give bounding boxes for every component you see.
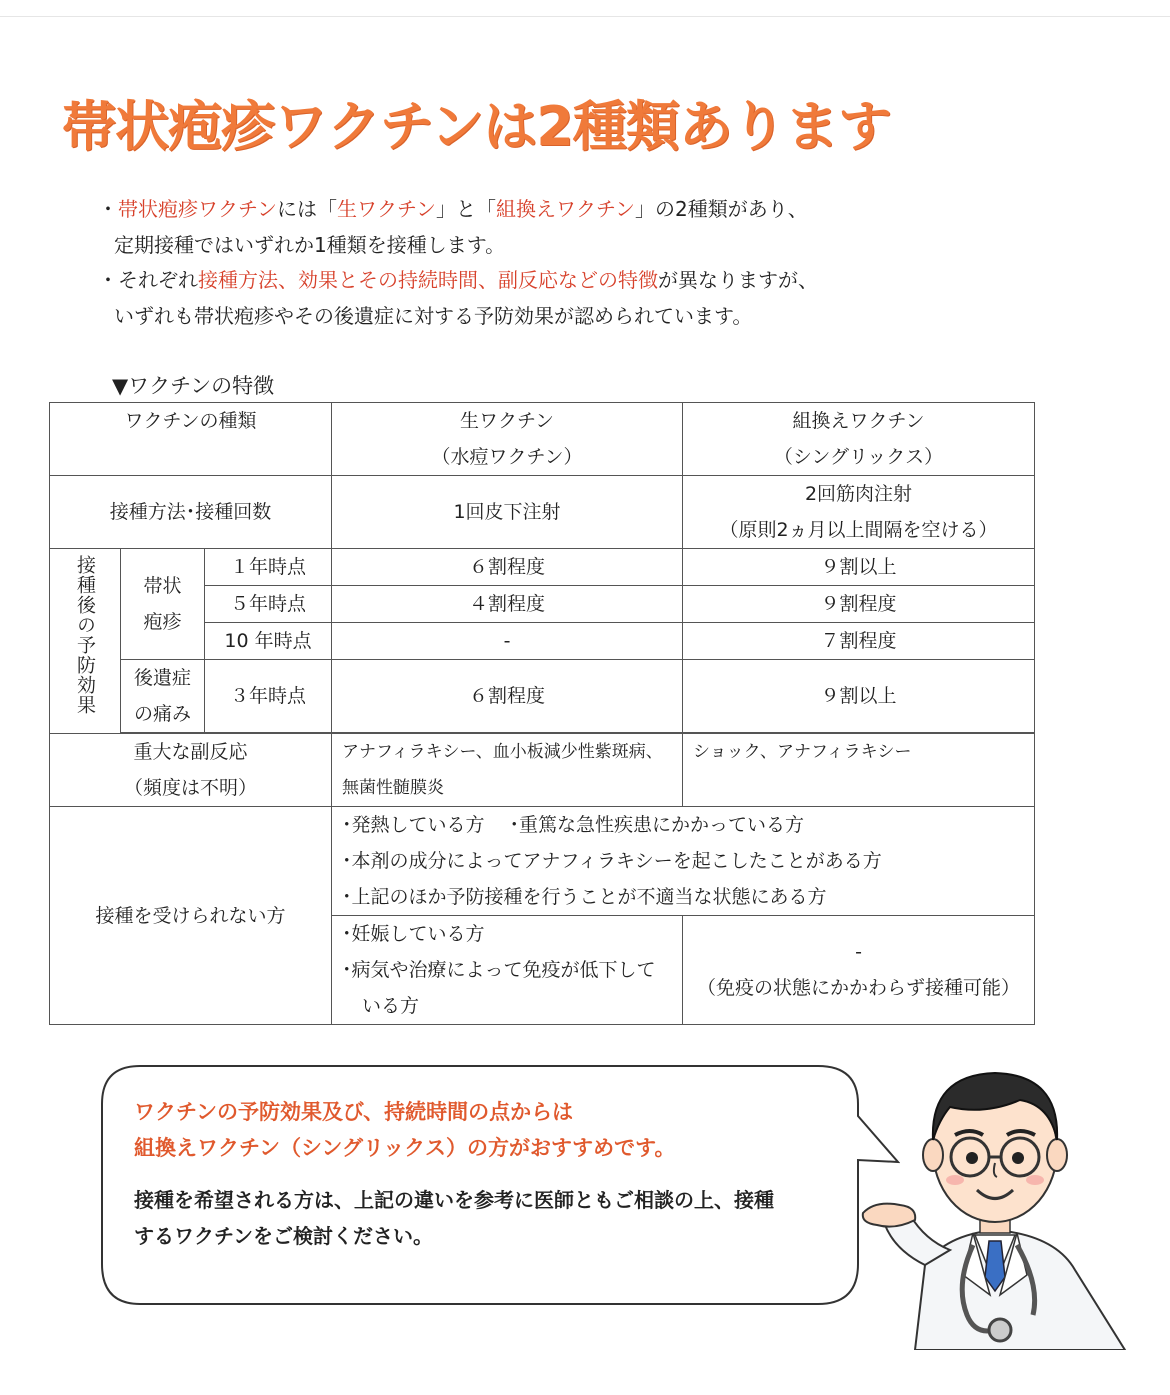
recombinant-value: ９割程度 [683,586,1035,623]
intro-text [98,192,818,334]
top-divider [0,16,1170,17]
page-title: 帯状疱疹ワクチンは2種類あります [62,95,891,158]
recommendation-line-1: ワクチンの予防効果及び、持続時間の点からは [134,1100,574,1124]
table-row [50,549,1035,586]
method-recombinant: 2回筋肉注射 （原則2ヵ月以上間隔を空ける） [683,476,1035,549]
intro-line-2: 定期接種ではいずれか1種類を接種します。 [114,232,506,257]
recommendation-line-2: 組換えワクチン（シングリックス）の方がおすすめです。 [134,1136,676,1160]
doctor-icon [855,1045,1135,1350]
recombinant-value: ７割程度 [683,623,1035,660]
bubble-text [134,1094,774,1254]
table-row [50,660,1035,733]
time-cell: ３年時点 [205,660,332,733]
method-live: 1回皮下注射 [332,476,683,549]
shingles-label-cell: 帯状 疱疹 [121,549,205,660]
recombinant-value: ９割以上 [683,660,1035,733]
time-cell: 10 年時点 [205,623,332,660]
pain-label-cell: 後遺症 の痛み [121,660,205,733]
vaccine-type-label: ワクチンの種類 [50,403,332,476]
table-header-row [50,403,1035,476]
effect-label: 接種後の予防効果 [74,555,96,715]
ineligible-row [50,807,1035,916]
effect-label-cell [50,549,121,734]
adverse-live: アナフィラキシー、血小板減少性紫斑病、 無菌性髄膜炎 [332,734,683,807]
method-row [50,476,1035,549]
live-vaccine-header: 生ワクチン （水痘ワクチン） [332,403,683,476]
intro-line-4: いずれも帯状疱疹やその後遺症に対する予防効果が認められています。 [114,303,753,328]
recombinant-value: ９割以上 [683,549,1035,586]
table-caption: ▼ワクチンの特徴 [112,374,275,398]
adverse-label: 重大な副反応 （頻度は不明） [50,734,332,807]
intro-line-3: ・それぞれ接種方法、効果とその持続時間、副反応などの特徴が異なりますが、 [98,268,818,292]
live-value: ６割程度 [332,660,683,733]
adverse-recombinant: ショック、アナフィラキシー [683,734,1035,807]
recombinant-vaccine-header: 組換えワクチン （シングリックス） [683,403,1035,476]
advice-text: 接種を希望される方は、上記の違いを参考に医師ともご相談の上、接種 するワクチンをご検討ください。 [134,1188,774,1248]
live-value: ４割程度 [332,586,683,623]
ineligible-recombinant: - （免疫の状態にかかわらず接種可能） [683,916,1035,1025]
ineligible-common: ･発熱している方 ･重篤な急性疾患にかかっている方 ･本剤の成分によってアナフィラキシーを起こしたことがある方 ･上記のほか予防接種を行うことが不適当な状態にある方 [332,807,1035,916]
time-cell: ５年時点 [205,586,332,623]
live-value: ６割程度 [332,549,683,586]
live-value: - [332,623,683,660]
intro-line-1: ・帯状疱疹ワクチンには「生ワクチン」と「組換えワクチン」の2種類があり、 [98,197,808,221]
time-cell: １年時点 [205,549,332,586]
vaccine-comparison-table [49,402,1035,1025]
adverse-row [50,734,1035,807]
ineligible-label: 接種を受けられない方 [50,807,332,1025]
method-label: 接種方法･接種回数 [50,476,332,549]
ineligible-live: ･妊娠している方 ･病気や治療によって免疫が低下して いる方 [332,916,683,1025]
